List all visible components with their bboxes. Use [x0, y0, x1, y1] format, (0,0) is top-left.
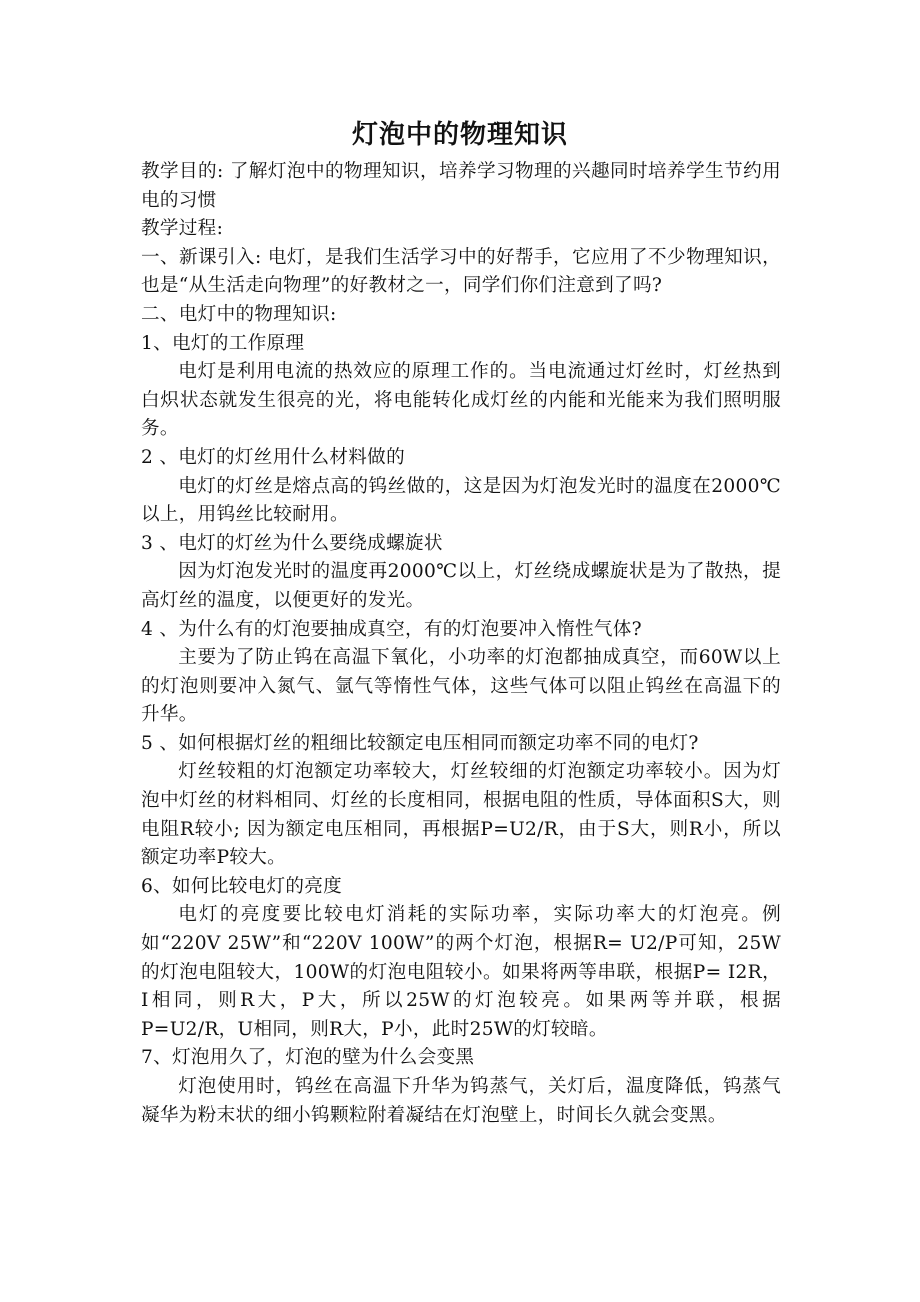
document-body — [141, 158, 781, 1130]
item-heading: 6、如何比较电灯的亮度 — [141, 875, 343, 897]
item-heading: 5 、如何根据灯丝的粗细比较额定电压相同而额定功率不同的电灯? — [141, 732, 699, 754]
item-heading: 2 、电灯的灯丝用什么材料做的 — [141, 446, 405, 468]
item-heading: 7、灯泡用久了，灯泡的壁为什么会变黑 — [141, 1047, 475, 1069]
item-body: 因为灯泡发光时的温度再2000℃以上，灯丝绕成螺旋状是为了散热，提高灯丝的温度，以便更好的发光。 — [141, 561, 781, 611]
document-title: 灯泡中的物理知识 — [351, 120, 568, 150]
item-heading: 4 、为什么有的灯泡要抽成真空，有的灯泡要冲入惰性气体? — [141, 618, 642, 640]
intro-paragraph: 一、新课引入: 电灯，是我们生活学习中的好帮手，它应用了不少物理知识，也是“从生活走向物理”的好教材之一，同学们你们注意到了吗? — [141, 246, 781, 297]
item-heading: 3 、电灯的灯丝为什么要绕成螺旋状 — [141, 532, 443, 554]
item-body: 电灯的灯丝是熔点高的钨丝做的，这是因为灯泡发光时的温度在2000℃以上，用钨丝比较耐用。 — [141, 475, 781, 526]
item-body: 主要为了防止钨在高温下氧化，小功率的灯泡都抽成真空，而60W以上的灯泡则要冲入氮气、氩气等惰性气体，这些气体可以阻止钨丝在高温下的升华。 — [141, 647, 781, 726]
item-body: 灯丝较粗的灯泡额定功率较大，灯丝较细的灯泡额定功率较小。因为灯泡中灯丝的材料相同、灯丝的长度相同，根据电阻的性质，导体面积S大，则电阻R较小; 因为额定电压相同，再根据P=U2/R，由于S大，则R小，所以额定功率P较大。 — [141, 761, 781, 869]
item-body: 电灯是利用电流的热效应的原理工作的。当电流通过灯丝时，灯丝热到白炽状态就发生很亮的光，将电能转化成灯丝的内能和光能来为我们照明服务。 — [141, 361, 781, 440]
section-heading: 二、电灯中的物理知识: — [141, 303, 337, 325]
item-heading: 1、电灯的工作原理 — [141, 332, 305, 354]
item-body: 灯泡使用时，钨丝在高温下升华为钨蒸气，关灯后，温度降低，钨蒸气凝华为粉末状的细小钨颗粒附着凝结在灯泡壁上，时间长久就会变黑。 — [141, 1076, 781, 1126]
process-label: 教学过程: — [141, 218, 224, 240]
teaching-goal: 教学目的: 了解灯泡中的物理知识，培养学习物理的兴趣同时培养学生节约用电的习惯 — [141, 161, 781, 211]
item-body: 电灯的亮度要比较电灯消耗的实际功率，实际功率大的灯泡亮。例如“220V 25W”和“220V 100W”的两个灯泡，根据R= U2/P可知，25W的灯泡电阻较大，100W的灯泡电阻较小。如果将两等串联，根据P= I2R，I相同，则R大，P大，所以25W的灯泡较亮。如果两等并联，根据P=U2/R，U相同，则R大，P小，此时25W的灯较暗。 — [141, 904, 781, 1040]
